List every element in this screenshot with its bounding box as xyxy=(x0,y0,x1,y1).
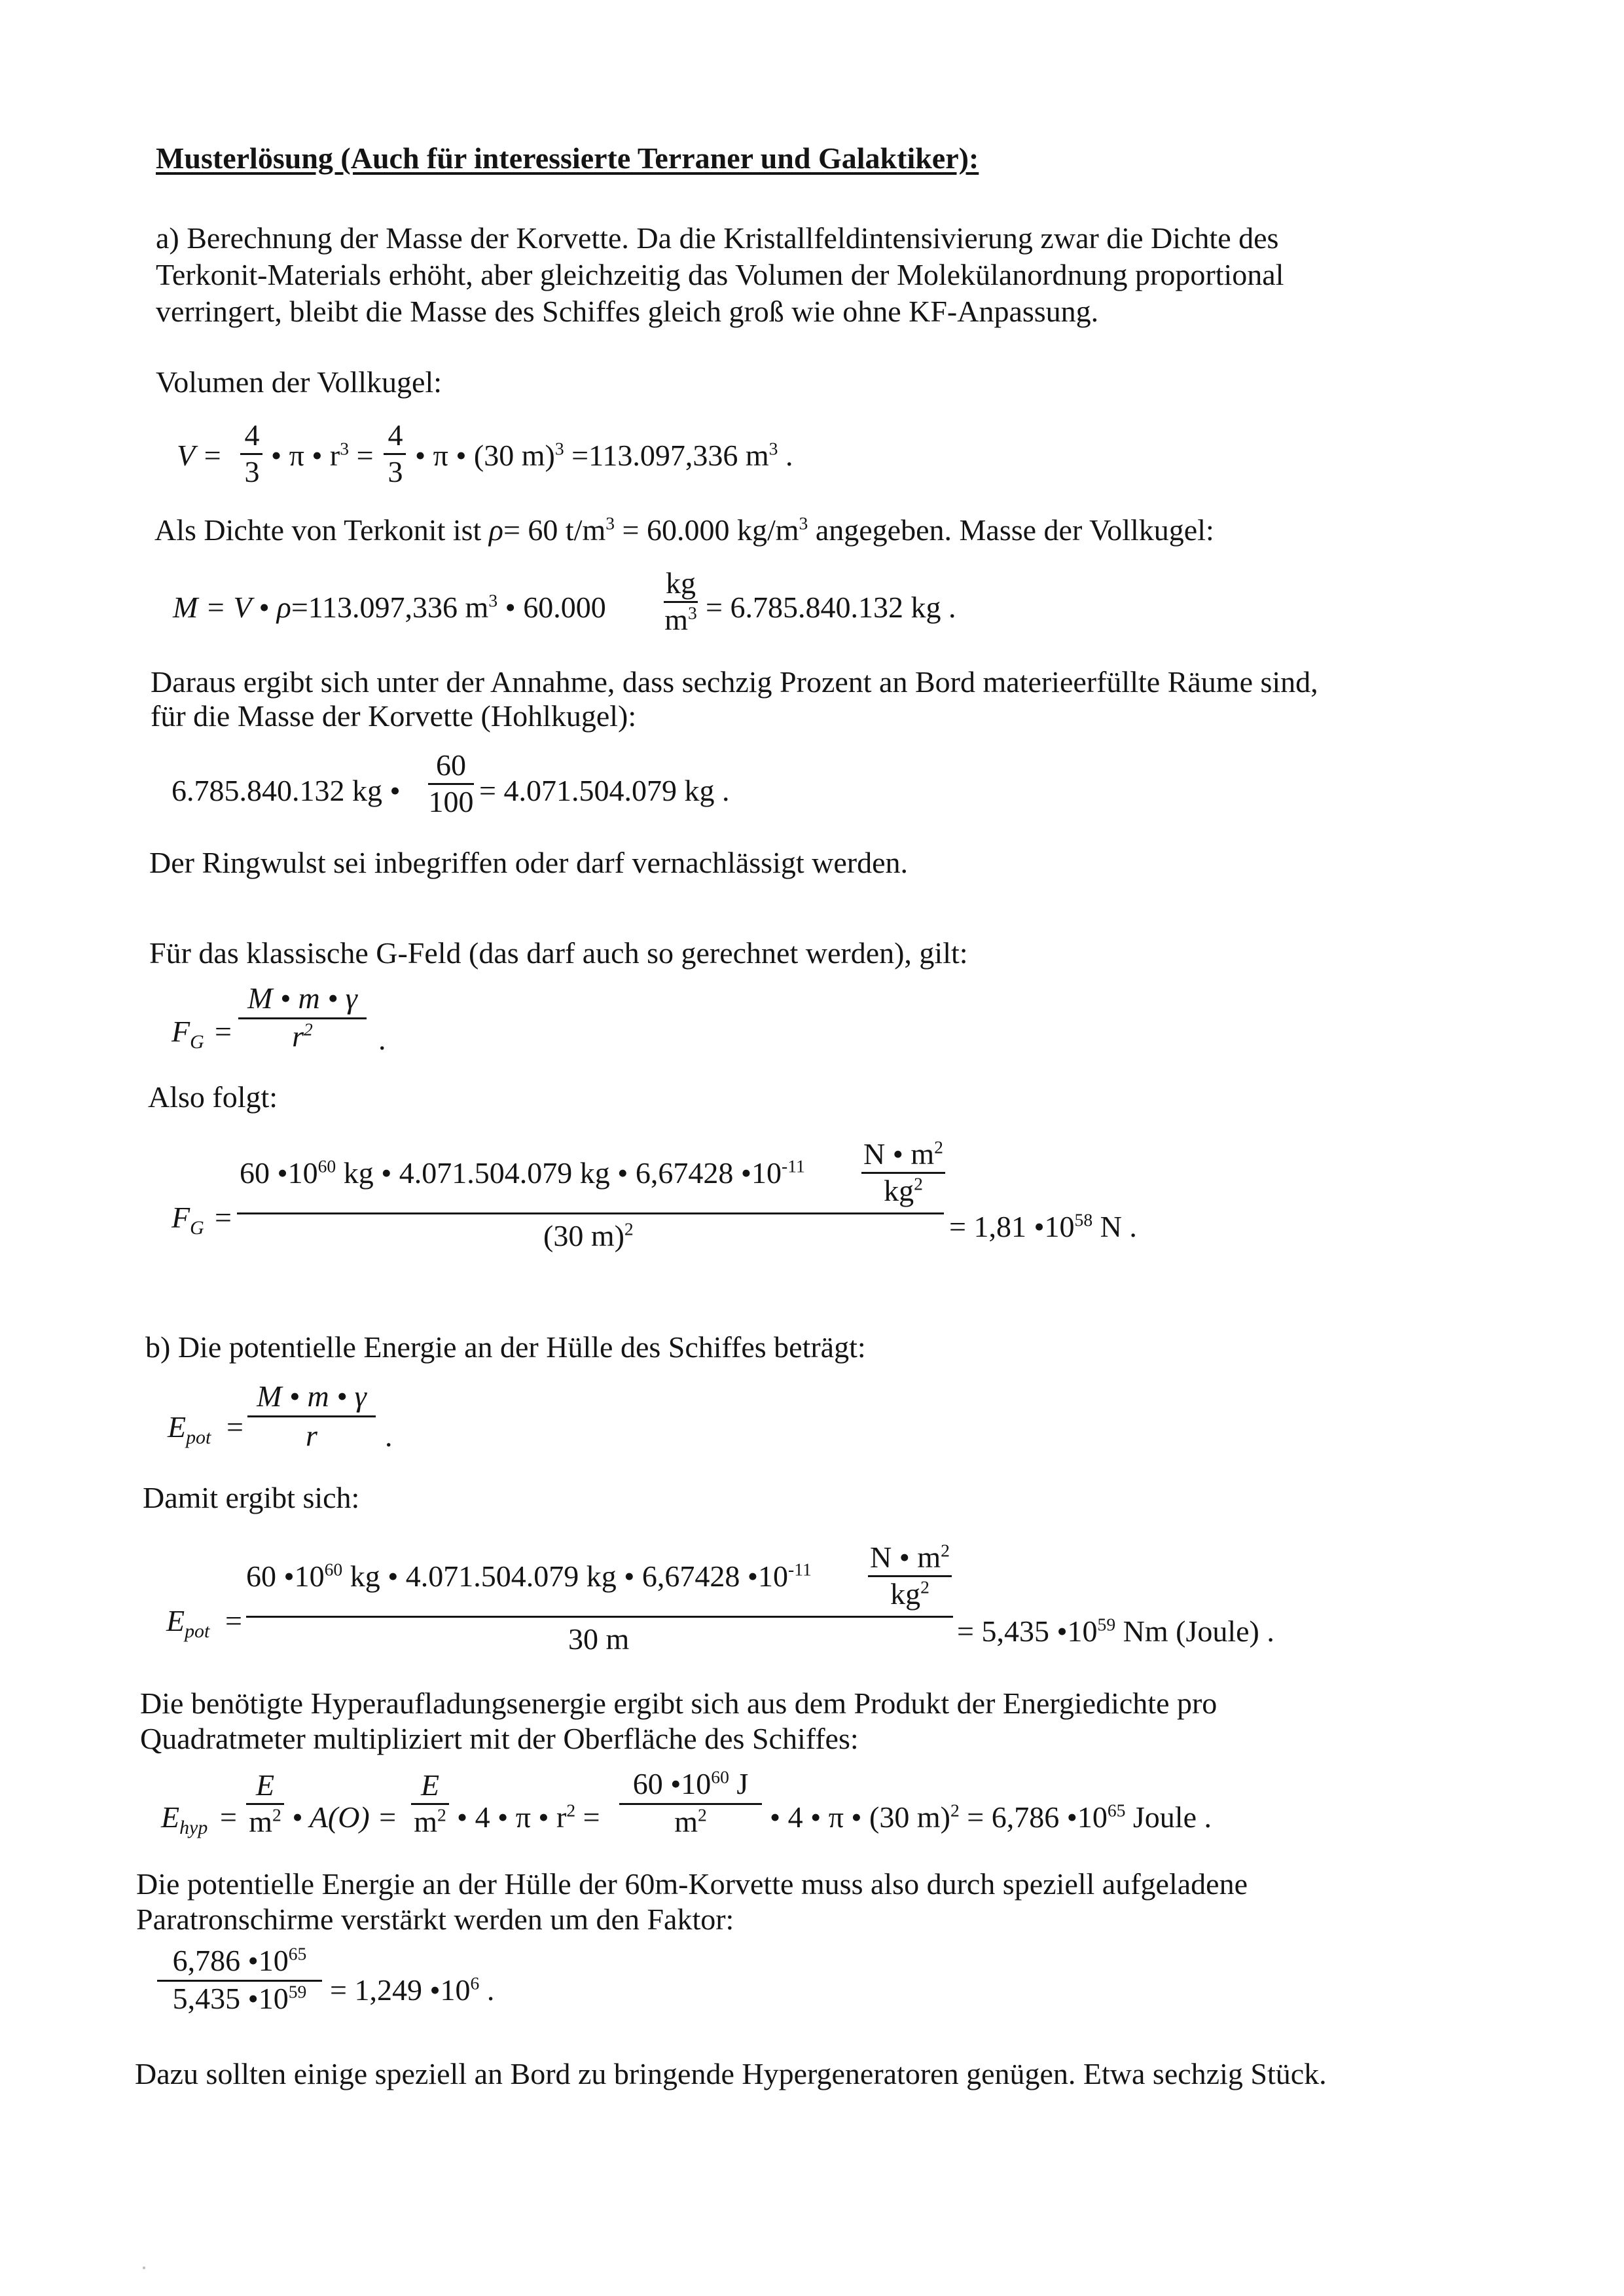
scan-speck xyxy=(143,2267,145,2269)
page-title: Musterlösung (Auch für interessierte Terraner und Galaktiker): xyxy=(156,141,979,175)
hollow-text-line-2: für die Masse der Korvette (Hohlkugel): xyxy=(151,699,637,733)
paratron-text-line-1: Die potentielle Energie an der Hülle der 60m-Korvette muss also durch speziell aufgeladene xyxy=(136,1867,1248,1901)
density-line: Als Dichte von Terkonit ist ρ= 60 $t/m^3 = 60.000$ $kg/m^3$ angegeben. Masse der Vollkugel: xyxy=(154,513,1214,547)
also-folgt: Also folgt: xyxy=(148,1080,278,1114)
paratron-text-line-2: Paratronschirme verstärkt werden um den Faktor: xyxy=(136,1903,734,1936)
damit-text: Damit ergibt sich: xyxy=(143,1481,360,1514)
hyper-text-line-1: Die benötigte Hyperaufladungsenergie ergibt sich aus dem Produkt der Energiedichte pro xyxy=(140,1686,1218,1720)
ringwulst-note: Der Ringwulst sei inbegriffen oder darf vernachlässigt werden. xyxy=(149,846,909,879)
part-a-intro-line-2: Terkonit-Materials erhöht, aber gleichzeitig das Volumen der Molekülanordnung proportional xyxy=(156,258,1284,291)
part-a-intro-line-3: verringert, bleibt die Masse des Schiffes gleich groß wie ohne KF-Anpassung. xyxy=(156,295,1099,328)
conclusion: Dazu sollten einige speziell an Bord zu bringende Hypergeneratoren genügen. Etwa sechzig Stück. xyxy=(135,2057,1327,2090)
hyper-text-line-2: Quadratmeter multipliziert mit der Oberfläche des Schiffes: xyxy=(140,1722,859,1755)
part-a-intro-line-1: a) Berechnung der Masse der Korvette. Da die Kristallfeldintensivierung zwar die Dichte des xyxy=(156,221,1279,255)
part-b-intro: b) Die potentielle Energie an der Hülle des Schiffes beträgt: xyxy=(145,1330,866,1364)
volume-label: Volumen der Vollkugel: xyxy=(156,365,442,399)
gfield-text: Für das klassische G-Feld (das darf auch so gerechnet werden), gilt: xyxy=(149,936,968,970)
hollow-text-line-1: Daraus ergibt sich unter der Annahme, dass sechzig Prozent an Bord materieerfüllte Räume sind, xyxy=(151,665,1318,699)
